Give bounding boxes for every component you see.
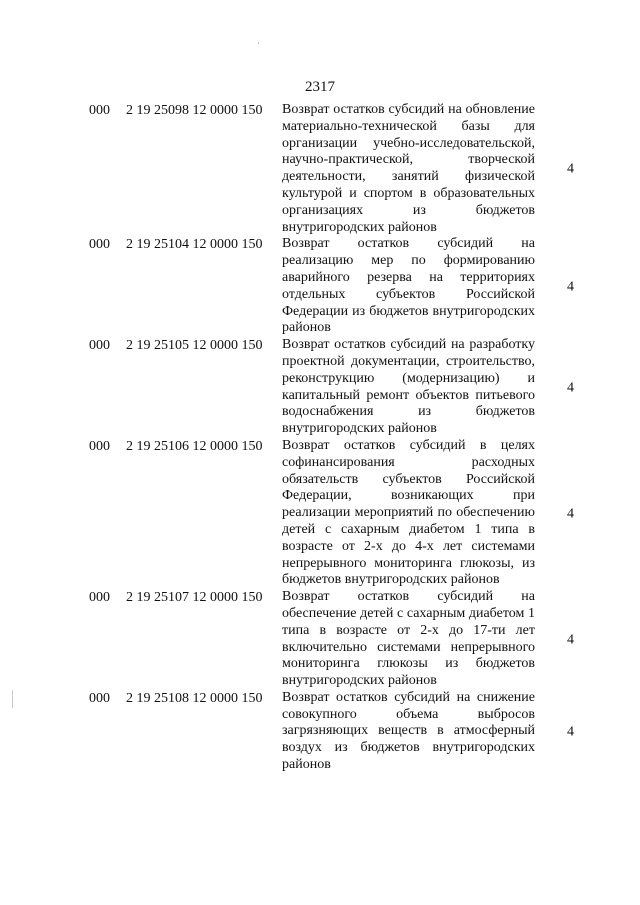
admin-code: 000 — [89, 438, 110, 454]
table-row — [0, 589, 640, 690]
table-row — [0, 337, 640, 438]
page-number: 2317 — [305, 79, 335, 95]
admin-code: 000 — [89, 103, 110, 118]
income-name: Возврат остатков субсидий на разработку проектной документации, строительство, реконструкцию (модернизацию) и капитальный ремонт объектов питьевого водоснабжения из бюджетов внутригородских районов — [282, 337, 535, 437]
budget-classification-code: 2 19 25108 12 0000 150 — [126, 690, 263, 706]
amount-value: 4 — [567, 632, 574, 647]
table-row — [0, 438, 640, 589]
amount-value: 4 — [567, 161, 574, 177]
scan-speck — [258, 42, 259, 44]
table-row — [0, 690, 640, 774]
admin-code: 000 — [89, 690, 110, 706]
scan-margin-mark — [12, 690, 13, 708]
amount-value: 4 — [567, 724, 574, 740]
table-row — [0, 236, 640, 337]
budget-classification-code: 2 19 25098 12 0000 150 — [126, 103, 263, 118]
admin-code: 000 — [89, 237, 110, 253]
budget-code-table — [0, 102, 640, 774]
amount-value: 4 — [567, 279, 574, 295]
table-row — [0, 102, 640, 236]
admin-code: 000 — [89, 338, 110, 354]
budget-classification-code: 2 19 25104 12 0000 150 — [126, 237, 263, 253]
income-name: Возврат остатков субсидий на обеспечение детей с сахарным диабетом 1 типа в возрасте от 2-х до 17-ти лет включительно системами непрерывного мониторинга глюкозы из бюджетов внутригородских районов — [282, 589, 535, 689]
income-name: Возврат остатков субсидий на обновление материально-технической базы для организации учебно-исследовательской, научно-практической, творческой деятельности, занятий физической культурой и спортом в образовательных организациях из бюджетов внутригородских районов — [282, 102, 535, 235]
amount-value: 4 — [567, 506, 574, 522]
admin-code: 000 — [89, 590, 110, 606]
budget-classification-code: 2 19 25106 12 0000 150 — [126, 438, 263, 454]
budget-classification-code: 2 19 25105 12 0000 150 — [126, 338, 263, 354]
budget-classification-code: 2 19 25107 12 0000 150 — [126, 590, 263, 606]
income-name: Возврат остатков субсидий на снижение совокупного объема выбросов загрязняющих веществ в атмосферный воздух из бюджетов внутригородских районов — [282, 689, 535, 773]
income-name: Возврат остатков субсидий на реализацию мер по формированию аварийного резерва на территориях отдельных субъектов Российской Федерации из бюджетов внутригородских районов — [282, 236, 535, 336]
amount-value: 4 — [567, 380, 574, 396]
income-name: Возврат остатков субсидий в целях софинансирования расходных обязательств субъектов Российской Федерации, возникающих при реализации мероприятий по обеспечению детей с сахарным диабетом 1 типа в возрасте от 2-х до 4-х лет системами непрерывного мониторинга глюкозы, из бюджетов внутригородских районов — [282, 437, 535, 588]
